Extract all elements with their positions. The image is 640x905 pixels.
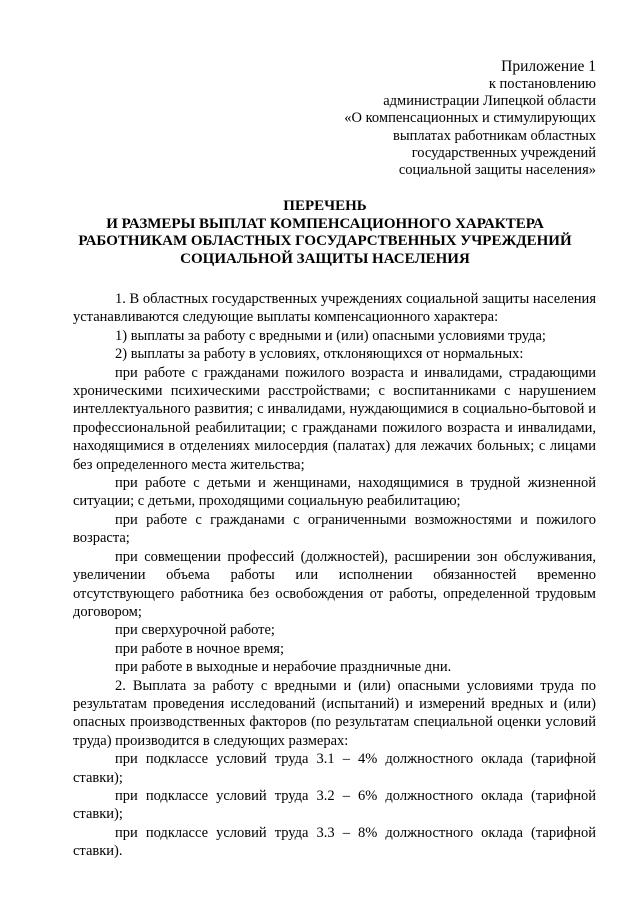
paragraph: при работе с детьми и женщинами, находящимися в трудной жизненной ситуации; с детьми, проходящими социальную реабилитацию; — [73, 475, 596, 510]
paragraph: при сверхурочной работе; — [115, 622, 275, 639]
document-body — [73, 290, 596, 861]
paragraph: при работе в выходные и нерабочие праздничные дни. — [115, 659, 452, 676]
appendix-line: Приложение 1 — [501, 58, 596, 75]
paragraph: 1) выплаты за работу с вредными и (или) опасными условиями труда; — [115, 327, 546, 344]
paragraph: при работе в ночное время; — [115, 640, 284, 657]
paragraph: при совмещении профессий (должностей), расширении зон обслуживания, увеличении объема работы или исполнении обязанностей временно отсутствующего работника без освобождения от работы, определенной трудовым договором; — [73, 548, 596, 620]
paragraph: 2. Выплата за работу с вредными и (или) опасными условиями труда по результатам проведения исследований (испытаний) и измерений вредных и (или) опасных производственных факторов (по результатам специальной оценки условий труда) производится в следующих размерах: — [73, 677, 596, 749]
appendix-line: выплатах работникам областных — [393, 127, 596, 144]
appendix-line: «О компенсационных и стимулирующих — [344, 110, 596, 127]
title-line: РАБОТНИКАМ ОБЛАСТНЫХ ГОСУДАРСТВЕННЫХ УЧРЕЖДЕНИЙ — [78, 233, 572, 250]
paragraph: при работе с гражданами с ограниченными возможностями и пожилого возраста; — [73, 511, 596, 547]
appendix-line: к постановлению — [488, 76, 596, 92]
paragraph: при подклассе условий труда 3.3 – 8% должностного оклада (тарифной ставки). — [73, 824, 596, 860]
paragraph: при подклассе условий труда 3.2 – 6% должностного оклада (тарифной ставки); — [73, 787, 596, 823]
appendix-line: администрации Липецкой области — [383, 93, 596, 110]
paragraph: 2) выплаты за работу в условиях, отклоняющихся от нормальных: — [115, 346, 524, 363]
appendix-header — [344, 58, 596, 179]
appendix-line: социальной защиты населения» — [398, 162, 596, 179]
paragraph: при подклассе условий труда 3.1 – 4% должностного оклада (тарифной ставки); — [73, 751, 596, 786]
title-line: ПЕРЕЧЕНЬ — [283, 198, 367, 214]
document-title — [44, 198, 606, 268]
paragraph: 1. В областных государственных учреждениях социальной защиты населения устанавливаются следующие выплаты компенсационного характера: — [73, 291, 596, 326]
appendix-line: государственных учреждений — [411, 144, 596, 161]
title-line: И РАЗМЕРЫ ВЫПЛАТ КОМПЕНСАЦИОННОГО ХАРАКТЕРА — [106, 215, 544, 232]
title-line: СОЦИАЛЬНОЙ ЗАЩИТЫ НАСЕЛЕНИЯ — [180, 250, 470, 267]
paragraph: при работе с гражданами пожилого возраста и инвалидами, страдающими хроническими психическими расстройствами; с воспитанниками с нарушением интеллектуального развития; с инвалидами, нуждающимися в социально-бытовой и профессиональной реабилитации; с гражданами пожилого возраста и инвалидами, находящимися в отделениях милосердия (палатах) для лежачих больных; с лицами без определенного места жительства; — [73, 364, 596, 473]
